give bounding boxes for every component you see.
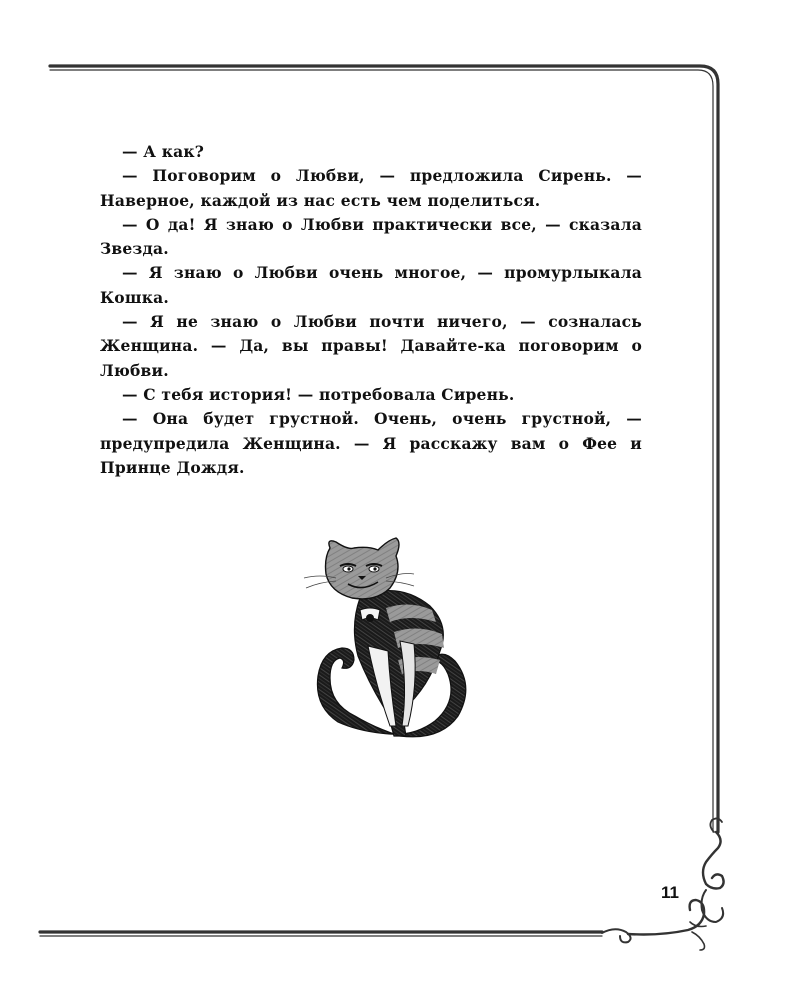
paragraph: — С тебя история! — потребовала Сирень. [122, 384, 515, 404]
page-number: 11 [661, 883, 679, 902]
cat-illustration-icon [290, 536, 490, 766]
paragraph: — Она будет грустной. Очень, очень грустной, — предупредила Женщина. — Я расскажу вам о Фее и Принце Дождя. [100, 409, 642, 477]
paragraph: — А как? [122, 142, 205, 161]
paragraph: — О да! Я знаю о Любви практически все, — сказала Звезда. [100, 214, 642, 259]
story-text [100, 140, 642, 480]
paragraph: — Поговорим о Любви, — предложила Сирень. — Наверное, каждой из нас есть чем поделиться. [100, 166, 642, 210]
paragraph: — Я знаю о Любви очень многое, — промурлыкала Кошка. [100, 263, 642, 307]
paragraph: — Я не знаю о Любви почти ничего, — созналась Женщина. — Да, вы правы! Давайте-ка поговорим о Любви. [100, 312, 642, 380]
